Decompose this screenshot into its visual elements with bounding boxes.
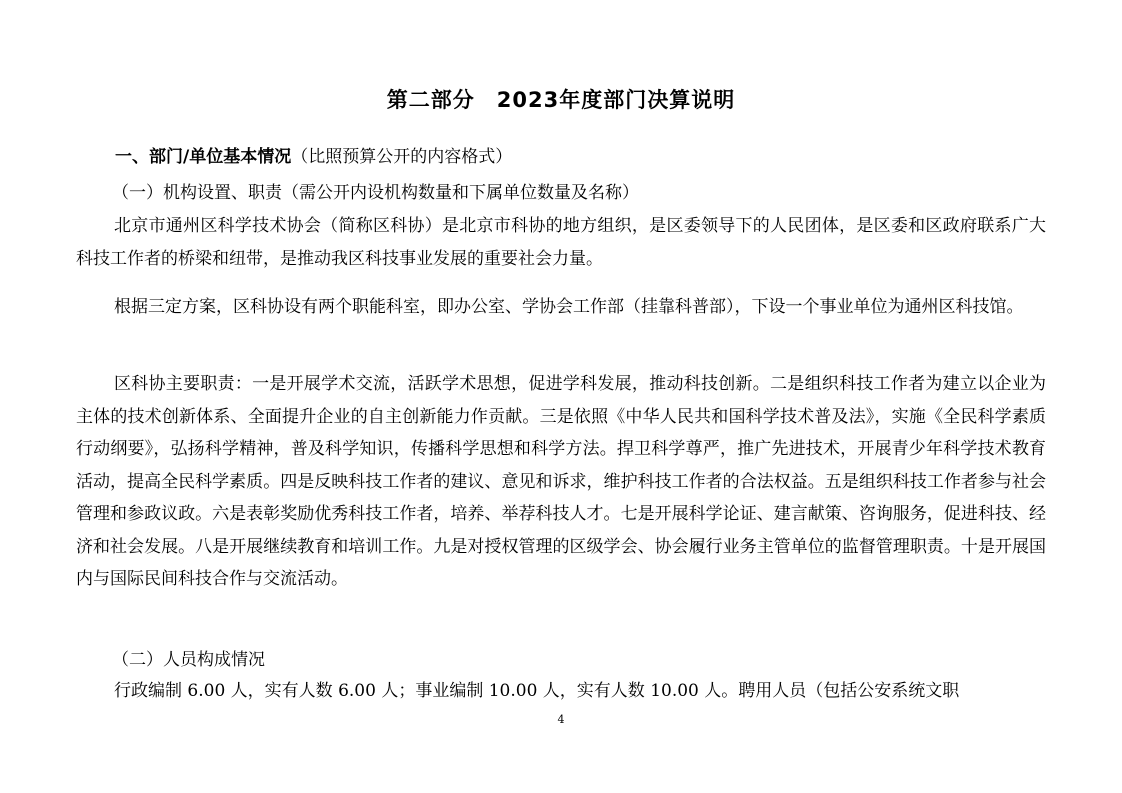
subsection-heading-organization: （一）机构设置、职责（需公开内设机构数量和下属单位数量及名称）	[112, 183, 639, 203]
section-heading	[115, 142, 512, 167]
subsection-heading-staffing: （二）人员构成情况	[112, 650, 265, 670]
page-title: 第二部分 2023年度部门决算说明	[386, 88, 736, 112]
section-heading-note: （比照预算公开的内容格式）	[291, 147, 513, 167]
paragraph-overview: 北京市通州区科学技术协会（简称区科协）是北京市科协的地方组织，是区委领导下的人民团体，是区委和区政府联系广大科技工作者的桥梁和纽带，是推动我区科技事业发展的重要社会力量。	[76, 216, 1046, 269]
section-heading-label: 一、部门/单位基本情况	[115, 147, 292, 167]
page-number: 4	[557, 713, 565, 726]
paragraph-structure: 根据三定方案，区科协设有两个职能科室，即办公室、学协会工作部（挂靠科普部），下设一个事业单位为通州区科技馆。	[114, 297, 1024, 317]
paragraph-duties: 区科协主要职责：一是开展学术交流，活跃学术思想，促进学科发展，推动科技创新。二是组织科技工作者为建立以企业为主体的技术创新体系、全面提升企业的自主创新能力作贡献。三是依照《中华人民共和国科学技术普及法》，实施《全民科学素质行动纲要》，弘扬科学精神，普及科学知识，传播科学思想和科学方法。捍卫科学尊严，推广先进技术，开展青少年科学技术教育活动，提高全民科学素质。四是反映科技工作者的建议、意见和诉求，维护科技工作者的合法权益。五是组织科技工作者参与社会管理和参政议政。六是表彰奖励优秀科技工作者，培养、举荐科技人才。七是开展科学论证、建言献策、咨询服务，促进科技、经济和社会发展。八是开展继续教育和培训工作。九是对授权管理的区级学会、协会履行业务主管单位的监督管理职责。十是开展国内与国际民间科技合作与交流活动。	[76, 374, 1046, 589]
paragraph-staffing: 行政编制 6.00 人，实有人数 6.00 人；事业编制 10.00 人，实有人数 10.00 人。聘用人员（包括公安系统文职	[114, 681, 960, 701]
